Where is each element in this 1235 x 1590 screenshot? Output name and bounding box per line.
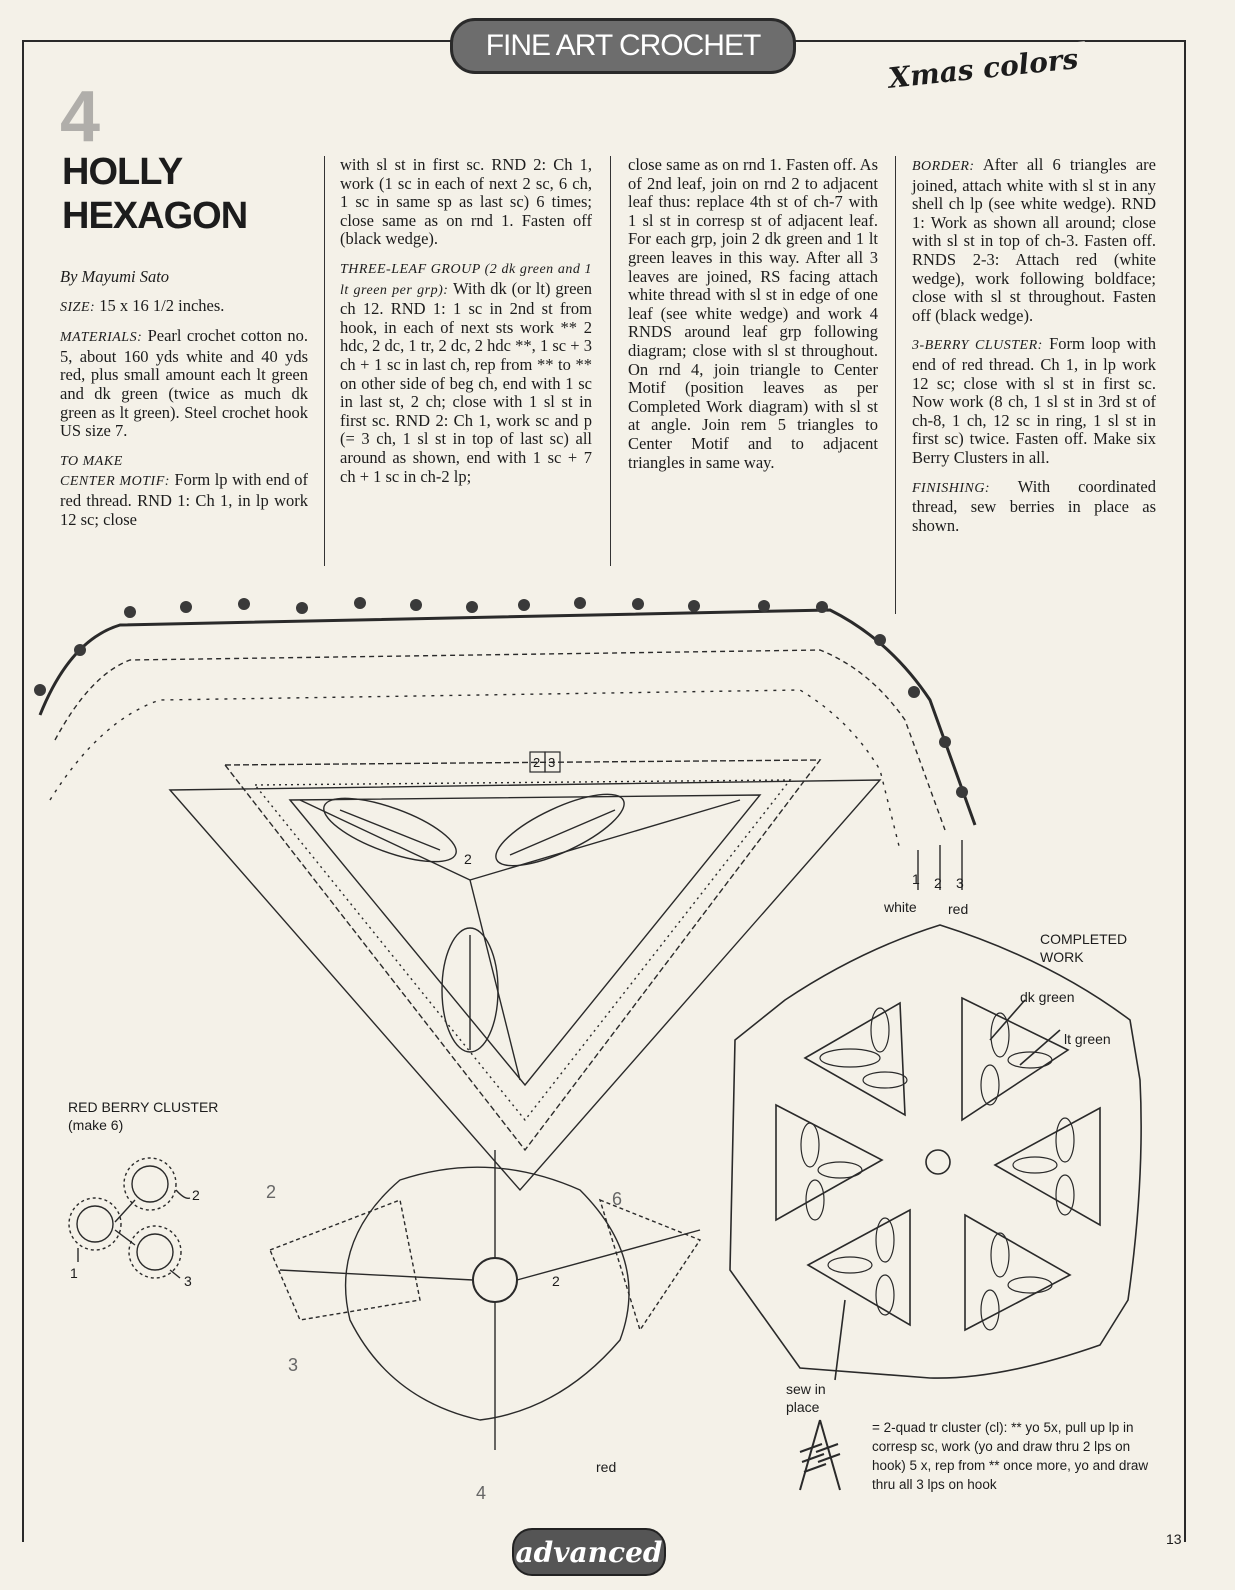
cluster-legend: = 2-quad tr cluster (cl): ** yo 5x, pull up lp in corresp sc, work (yo and draw thru 2 lps on hook) 5 x, rep from ** once more, yo and draw thru all 3 lps on hook xyxy=(872,1420,1149,1492)
berry-label-1: 1 xyxy=(70,1265,78,1281)
materials-label: MATERIALS: xyxy=(60,330,143,346)
berry-cluster-text: Form loop with end of red thread. Ch 1, in lp work 12 sc; close with sl st in first sc. Now work (8 ch, 1 sl st in 3rd st of ch-8, 1 ch, 12 sc in ring, 1 sl st in first sc) twice. Fasten off. Make six Berry Clusters in all. xyxy=(912,334,1156,467)
center-motif xyxy=(473,1258,517,1302)
three-leaf-text: With dk (or lt) green ch 12. RND 1: 1 sc in 2nd st from hook, in each of next sts work ** 2 hdc, 2 dc, 1 tr, 2 dc, 2 hdc **, 1 sc + 3 ch + 1 sc in last ch, rep from ** to ** on other side of beg ch, end with 1 sc in last st, 2 ch; close with 1 sl st in first sc. RND 2: Ch 1, work sc and p (= 3 ch, 1 sl st in top of last sc) all around as shown, end with 1 sc + 7 ch + 1 sc in ch-2 lp; xyxy=(340,278,592,486)
completed-work-diagram xyxy=(730,925,1141,1380)
center-motif-text: Form lp with end of red thread. RND 1: Ch 1, in lp work 12 sc; close xyxy=(60,470,308,529)
label-box-3: 3 xyxy=(548,755,556,770)
leaf-right xyxy=(487,780,632,879)
center-motif-continued: with sl st in first sc. RND 2: Ch 1, work (1 sc in each of next 2 sc, 6 ch, 1 sc in same sp as last sc) 6 times; close same as on rnd 1. Fasten off (black wedge). xyxy=(340,155,592,249)
title-line-2: HEXAGON xyxy=(62,195,248,237)
series-banner: FINE ART CROCHET xyxy=(450,18,796,74)
three-leaf-label: THREE-LEAF GROUP (2 dk green and 1 lt green per grp): xyxy=(340,261,592,298)
berry-cluster-title xyxy=(68,1098,218,1134)
completed-work-title: COMPLETED WORK xyxy=(1040,931,1128,965)
pattern-number: 4 xyxy=(60,77,101,157)
materials-text: Pearl crochet cotton no. 5, about 160 yds white and 40 yds red, plus small amount each lt green and dk green (twice as much dk green as lt green). Steel crochet hook US size 7. xyxy=(60,326,308,441)
byline: By Mayumi Sato xyxy=(60,267,170,286)
completed-work-hexagon xyxy=(730,925,1141,1378)
size-label: SIZE: xyxy=(60,299,96,315)
section-2: 2 xyxy=(266,1182,277,1202)
center-motif-label: CENTER MOTIF: xyxy=(60,474,170,490)
berry-label-3: 3 xyxy=(184,1273,192,1289)
label-dk-green: dk green xyxy=(1020,989,1075,1005)
to-make-label: TO MAKE xyxy=(60,453,123,469)
xmas-colors-tag: Xmas colors xyxy=(879,41,1088,95)
three-leaf-continued: close same as on rnd 1. Fasten off. As of 2nd leaf, join on rnd 2 to adjacent leaf thus: replace 4th st of ch-7 with 1 sl st in corresp st of adjacent leaf. For each grp, join 2 dk green and 1 lt green leaves in this way. After all 3 leaves are joined, RS facing attach white thread with sl st in edge of one leaf (see white wedge) and work 4 RNDS around leaf grp following diagram; close with sl st throughout. On rnd 4, join triangle to Center Motif (position leaves as per Completed Work diagram) with sl st at angle. Join rem 5 triangles to Center Motif and to adjacent triangles in same way. xyxy=(628,155,878,472)
border-edge xyxy=(40,610,975,825)
label-rnd-1: 1 xyxy=(912,871,920,887)
label-rnd-2: 2 xyxy=(934,875,942,891)
border-text: After all 6 triangles are joined, attach white with sl st in any shell ch lp (see white wedge). RND 1: Work as shown all around; close with sl st in top of ch-3. Fasten off. RNDS 2-3: Attach red (white wedge), work following boldface; close with sl st throughout. Fasten off (black wedge). xyxy=(912,155,1156,325)
berry-cluster-diagram xyxy=(69,1158,190,1278)
advanced-badge: advanced xyxy=(512,1528,666,1576)
berry-cluster-label: 3-BERRY CLUSTER: xyxy=(912,338,1043,354)
cluster-symbol xyxy=(800,1420,840,1490)
label-leaf-join-2: 2 xyxy=(464,851,472,867)
label-red: red xyxy=(948,901,969,917)
size-text: 15 x 16 1/2 inches. xyxy=(99,295,225,315)
finishing-label: FINISHING: xyxy=(912,480,991,496)
page-number: 13 xyxy=(1166,1531,1182,1547)
triangle-round-2 xyxy=(255,780,790,1120)
title-line-1: HOLLY xyxy=(62,151,183,193)
section-4: 4 xyxy=(476,1483,487,1503)
finishing-text: With coordinated thread, sew berries in place as shown. xyxy=(912,476,1156,535)
label-center-2: 2 xyxy=(552,1273,560,1289)
section-3: 3 xyxy=(288,1355,299,1375)
berry-title: RED BERRY CLUSTER xyxy=(68,1099,219,1115)
picot-beads xyxy=(34,597,968,798)
completed-center xyxy=(926,1150,950,1174)
triangle-round-4 xyxy=(170,780,880,1190)
label-lt-green: lt green xyxy=(1064,1031,1111,1047)
berry-subtitle: (make 6) xyxy=(68,1117,124,1133)
completed-triangle-5 xyxy=(808,1210,910,1325)
border-label: BORDER: xyxy=(912,159,975,174)
label-rnd-3: 3 xyxy=(956,875,964,891)
completed-triangle-4 xyxy=(995,1108,1100,1225)
label-white: white xyxy=(884,899,917,915)
label-sew-in-place: sew in place xyxy=(786,1381,826,1415)
section-6: 6 xyxy=(612,1189,623,1209)
label-box-2: 2 xyxy=(533,755,541,770)
border-round-2 xyxy=(55,650,945,830)
label-red-bottom: red xyxy=(596,1459,617,1475)
border-round-3 xyxy=(50,690,900,850)
berry-label-2: 2 xyxy=(192,1187,200,1203)
